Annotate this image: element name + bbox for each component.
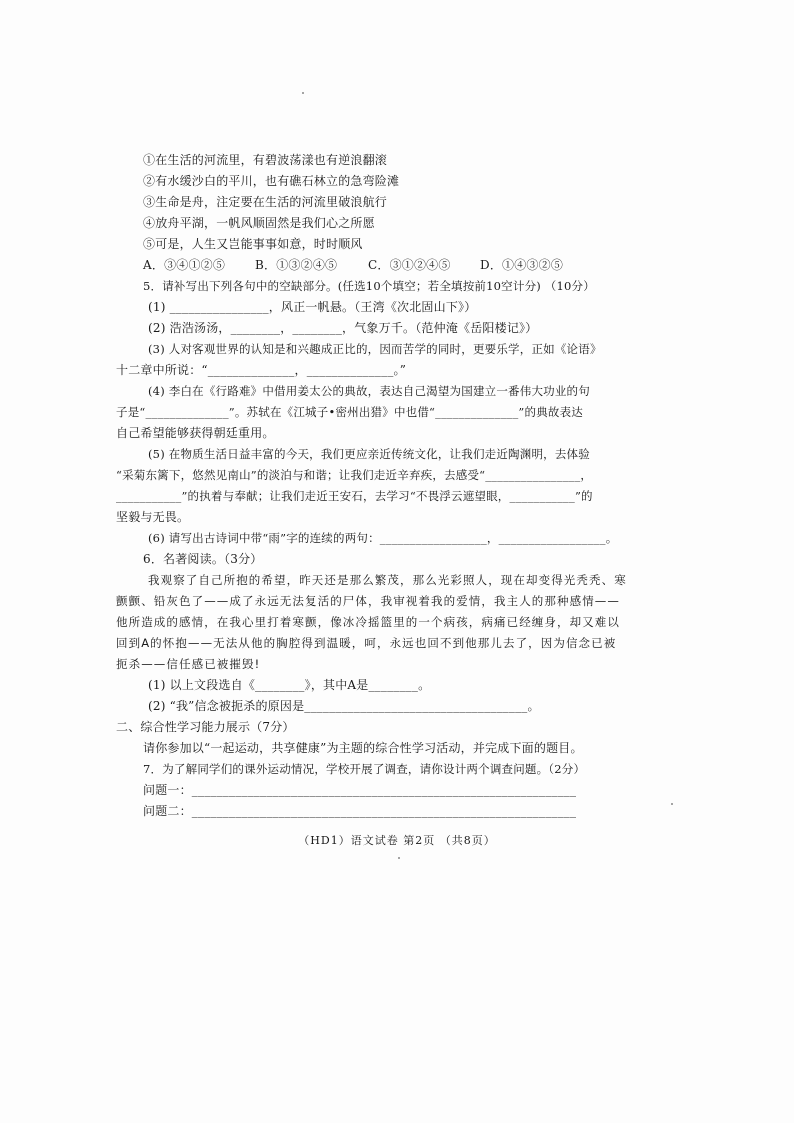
option-2: ②有水缓沙白的平川，也有礁石林立的急弯险滩 bbox=[143, 174, 400, 188]
choice-a: A．③④①②⑤ bbox=[143, 258, 226, 272]
section-2-intro: 请你参加以“一起运动，共享健康”为主题的综合性学习活动，并完成下面的题目。 bbox=[143, 741, 583, 755]
q5-item-5c: ___________”的执着与奉献；让我们走近王安石，去学习“不畏浮云遮望眼，___________”的 bbox=[116, 489, 593, 503]
option-4: ④放舟平湖，一帆风顺固然是我们心之所愿 bbox=[143, 216, 375, 230]
q5-item-5a: (5) 在物质生活日益丰富的今天，我们更应亲近传统文化，让我们走近陶渊明，去体验 bbox=[148, 447, 590, 461]
q5-item-5d: 坚毅与无畏。 bbox=[116, 510, 190, 524]
q5-item-3b: 十二章中所说：“______________，______________。” bbox=[116, 363, 407, 377]
q6-passage-line-4: 回到A的怀抱——无法从他的胸腔得到温暖，呵，永远也回不到他那儿去了，因为信念已被 bbox=[116, 636, 617, 650]
q6-passage-line-2: 颤颤、铅灰色了——成了永远无法复活的尸体，我审视着我的爱情，我主人的那种感情—— bbox=[116, 594, 620, 608]
choice-b: B．①③②④⑤ bbox=[255, 258, 338, 272]
q7-answer-line-1: 问题一：______________________________________________________________ bbox=[143, 783, 577, 797]
q6-passage-line-5: 扼杀——信任感已被摧毁! bbox=[116, 657, 261, 671]
section-2-title: 二、综合性学习能力展示（7分） bbox=[116, 720, 295, 734]
q5-item-6: (6) 请写出古诗词中带“雨”字的连续的两句：__________________，__________________。 bbox=[148, 531, 618, 545]
option-5: ⑤可是，人生又岂能事事如意，时时顺风 bbox=[143, 237, 363, 251]
q5-item-5b: “采菊东篱下，悠然见南山”的淡泊与和谐；让我们走近辛弃疾，去感受“________________， bbox=[116, 468, 593, 482]
page-footer: （HD1）语文试卷 第2页 （共8页） bbox=[298, 834, 496, 847]
q6-passage-line-3: 他所造成的感情，在我心里打着寒颤，像冰冷摇篮里的一个病孩，病痛已经缠身，却又难以 bbox=[116, 615, 620, 629]
q5-item-4b: 子是“______________”。苏轼在《江城子•密州出猎》中也借“______________”的典故表达 bbox=[116, 405, 583, 419]
q5-item-2: (2) 浩浩汤汤，________，________，气象万千。（范仲淹《岳阳楼记》） bbox=[148, 321, 538, 335]
q7-answer-line-2: 问题二：______________________________________________________________ bbox=[143, 804, 577, 818]
q5-item-4c: 自己希望能够获得朝廷重用。 bbox=[116, 426, 275, 440]
choice-c: C．③①②④⑤ bbox=[368, 258, 451, 272]
scan-speck bbox=[671, 803, 673, 805]
option-3: ③生命是舟，注定要在生活的河流里破浪航行 bbox=[143, 195, 388, 209]
scan-speck bbox=[302, 92, 304, 94]
choice-d: D．①④③②⑤ bbox=[480, 258, 564, 272]
q6-subquestion-2: (2) “我”信念被扼杀的原因是____________________________________。 bbox=[148, 699, 540, 713]
q7-title: 7．为了解同学们的课外运动情况，学校开展了调查，请你设计两个调查问题。（2分） bbox=[143, 762, 586, 776]
q5-item-3a: (3) 人对客观世界的认知是和兴趣成正比的，因而苦学的同时，更要乐学，正如《论语》 bbox=[148, 342, 602, 356]
q5-item-1: (1) ________________，风正一帆悬。（王湾《次北固山下》） bbox=[148, 300, 477, 314]
q5-item-4a: (4) 李白在《行路难》中借用姜太公的典故，表达自己渴望为国建立一番伟大功业的句 bbox=[148, 384, 590, 398]
q6-title: 6．名著阅读。（3分） bbox=[143, 552, 263, 566]
q5-title: 5．请补写出下列各句中的空缺部分。(任选10个填空；若全填按前10空计分) （10分） bbox=[143, 279, 595, 293]
option-1: ①在生活的河流里，有碧波荡漾也有逆浪翻滚 bbox=[143, 153, 388, 167]
scan-speck bbox=[398, 857, 400, 859]
q6-subquestion-1: (1) 以上文段选自《________》，其中A是________。 bbox=[148, 678, 431, 692]
q6-passage-line-1: 我观察了自己所抱的希望，昨天还是那么繁茂，那么光彩照人，现在却变得光秃秃、寒 bbox=[148, 573, 627, 587]
